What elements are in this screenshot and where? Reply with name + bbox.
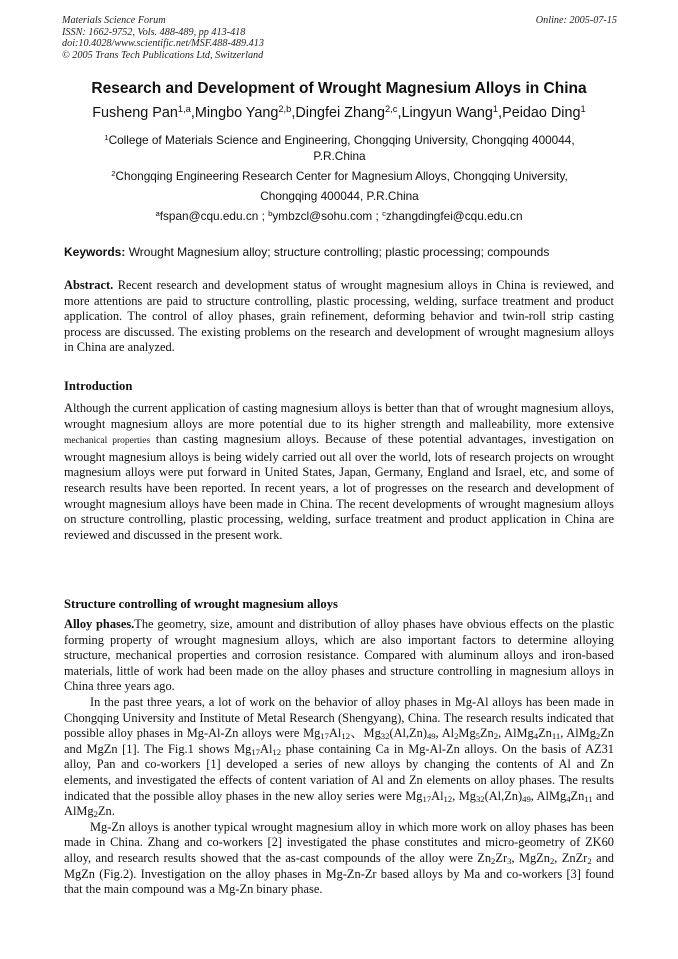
paragraph-text: Zn and MgZn [1]. The Fig.1 shows Mg [64,726,614,756]
paragraph-text: , Al [435,726,455,741]
paragraph-text: Zn [538,726,552,741]
keywords-text: Wrought Magnesium alloy; structure controlling; plastic processing; compounds [125,245,550,259]
subscript: 2 [454,731,459,742]
subscript: 17 [422,793,432,804]
affiliation-1 [62,132,617,164]
subscript: 2 [491,856,496,867]
author-affil-marker: 2,b [278,103,292,114]
paragraph-text: , AlMg [560,726,596,741]
subscript: 11 [551,731,561,742]
online-date: Online: 2005-07-15 [535,15,617,26]
affiliation-2 [62,166,617,206]
paragraph-text: Zr [495,850,508,865]
paragraph-text: Mg-Zn alloys is another typical wrought magnesium alloy in which more work on alloy phases has been made in China. Zhang and co-workers [2] investigated the phase constitutes and micro-geometry of ZK60 alloy, and research results showed that the as-cast compounds of the alloy were Zn [64,819,614,865]
affil-text: College of Materials Science and Engineering, Chongqing University, Chongqing 400044, [108,133,575,147]
email-marker: c [382,208,386,218]
email-separator: ; [372,209,383,223]
paragraph-text: (Al,Zn) [389,726,427,741]
author-list [0,104,678,122]
author-name: Mingbo Yang [194,105,279,121]
subscript: 2 [93,809,98,820]
paragraph-text: , ZnZr [554,850,588,865]
paragraph-text: , AlMg [530,788,567,803]
subscript: 12 [341,731,351,742]
journal-name: Materials Science Forum [62,15,166,26]
doi-line: doi:10.4028/www.scientific.net/MSF.488-489.413 [62,38,264,49]
abstract [64,278,614,356]
subscript: 4 [566,793,571,804]
subscript: 11 [584,793,593,804]
affil-text: P.R.China [313,149,366,163]
email-marker: b [268,208,273,218]
affil-marker: 1 [104,132,109,142]
paragraph-text: The geometry, size, amount and distribution of alloy phases have obvious effects on the plastic forming property of wrought magnesium alloys, which are also important factors to determine alloying structure, mechanical properties and corrosion resistance. Compared with aluminum alloys and iron-based materials, little of work had been made on the alloy phases and structure controlling in magnesium alloys in China three years ago. [64,617,614,694]
subscript: 32 [380,731,390,742]
paragraph-text: Mg [458,726,476,741]
journal-header [62,15,617,61]
section-body [64,617,614,898]
paper-title: Research and Development of Wrought Magnesium Alloys in China [91,80,587,97]
intro-text-small: mechanical properties [64,436,151,447]
mg-al-paragraph [64,695,614,820]
paragraph-text: Zn. [97,804,115,819]
paragraph-text: In the past three years, a lot of work on the behavior of alloy phases in Mg-Al alloys has been made in Chongqing University and Institute of Metal Research (Shengyang), China. The research results indicated that possible alloy phases in Mg-Al-Zn alloys were Mg [64,694,614,741]
author-affil-marker: 1,a [177,103,191,114]
subscript: 49 [522,793,531,804]
paragraph-text: (Al,Zn) [484,788,523,803]
author-separator: , [190,105,195,121]
author-name: Dingfei Zhang [295,105,385,121]
issn-line: ISSN: 1662-9752, Vols. 488-489, pp 413-418 [62,26,246,38]
affil-text: Chongqing 400044, P.R.China [260,189,419,203]
keywords-label: Keywords: [64,245,126,259]
subscript: 2 [595,731,601,742]
intro-text: Although the current application of casting magnesium alloys is better than that of wrought magnesium alloys, wrought magnesium alloys are more potential due to its higher strength and malleability, more extensive [64,401,614,431]
affil-text: Chongqing Engineering Research Center for Magnesium Alloys, Chongqing University, [115,169,568,183]
paragraph-text: , AlMg [498,726,534,741]
author-name: Fusheng Pan [92,105,178,121]
affil-marker: 2 [111,168,116,178]
alloy-phases-paragraph [64,617,614,695]
paragraph-text: Al [328,726,342,741]
subscript: 32 [475,793,485,804]
author-affil-marker: 2,c [384,103,398,114]
copyright-line: © 2005 Trans Tech Publications Ltd, Switzerland [62,49,264,61]
paragraph-text: , MgZn [511,850,550,865]
paragraph-text: , Mg [452,788,476,803]
paragraph-text: Zn [479,726,494,741]
alloy-phases-label: Alloy phases. [64,617,135,631]
subscript: 2 [549,856,555,867]
email-separator: ; [258,209,269,223]
paragraph-text: phase containing Ca in Mg-Al-Zn alloys. On the basis of AZ31 alloy, Pan and co-workers [1] developed a series of new alloys by changing the contents of Al and Zn elements, and investigated the effects of content variation of Al and Zn elements on alloy phases. The results indicated that the possible alloy phases in the new alloy series were Mg [64,741,614,803]
abstract-text: Recent research and development status of wrought magnesium alloys in China is reviewed, and more attentions are paid to structure controlling, plastic processing, welding, surface treatment and product application. The control of alloy phases, grain refinement, deforming behavior and twin-roll strip casting process are discussed. The existing problems on the research and development of wrought magnesium alloys in China are analyzed. [64,278,614,355]
author-affil-marker: 1 [492,103,499,114]
subscript: 4 [533,731,539,742]
abstract-label: Abstract. [64,278,114,292]
subscript: 17 [320,731,329,742]
subscript: 12 [443,793,453,804]
subscript: 3 [507,856,512,867]
author-separator: , [498,105,503,121]
paragraph-text: and AlMg [64,788,614,819]
mg-zn-paragraph [64,820,614,898]
author-separator: , [291,105,296,121]
subscript: 2 [587,856,592,867]
paragraph-text: Al [260,741,273,756]
author-affil-marker: 1 [580,103,586,114]
paragraph-text: 、Mg [350,726,381,741]
paragraph-text: and MgZn (Fig.2). Investigation on the alloy phases in Mg-Zn-Zr based alloys by Ma and co-workers [3] found that the main compound was a Mg-Zn binary phase. [64,850,614,897]
introduction-paragraph [64,401,614,543]
email-address[interactable]: zhangdingfei@cqu.edu.cn [385,209,523,223]
email-line [0,208,678,224]
subscript: 12 [272,746,282,757]
subscript: 17 [251,746,260,757]
email-marker: a [155,208,160,218]
author-separator: , [397,105,402,121]
section-heading: Structure controlling of wrought magnesium alloys [64,597,338,611]
paragraph-text: Al [431,788,444,803]
email-address[interactable]: fspan@cqu.edu.cn [159,209,259,223]
keywords [64,244,617,260]
email-address[interactable]: ymbzcl@sohu.com [272,209,373,223]
subscript: 2 [493,731,499,742]
subscript: 5 [475,731,480,742]
author-name: Lingyun Wang [401,105,493,121]
intro-text: than casting magnesium alloys. Because of these potential advantages, investigation on wrought magnesium alloys is being widely carried out all over the world, lots of research projects on wrought magnesium alloys were put forward in United States, Japan, Germany, England and Israel, etc, and some of research results have been reported. In recent years, a lot of progresses on the research and development of wrought magnesium alloys have been made in China. The recent developments of wrought magnesium alloys on structure controlling, plastic processing, welding, surface treatment and product application in China are reviewed and discussed in the present work. [64,432,614,542]
introduction-heading: Introduction [64,379,133,393]
author-name: Peidao Ding [502,105,581,121]
paragraph-text: Zn [570,788,585,803]
subscript: 49 [426,731,436,742]
